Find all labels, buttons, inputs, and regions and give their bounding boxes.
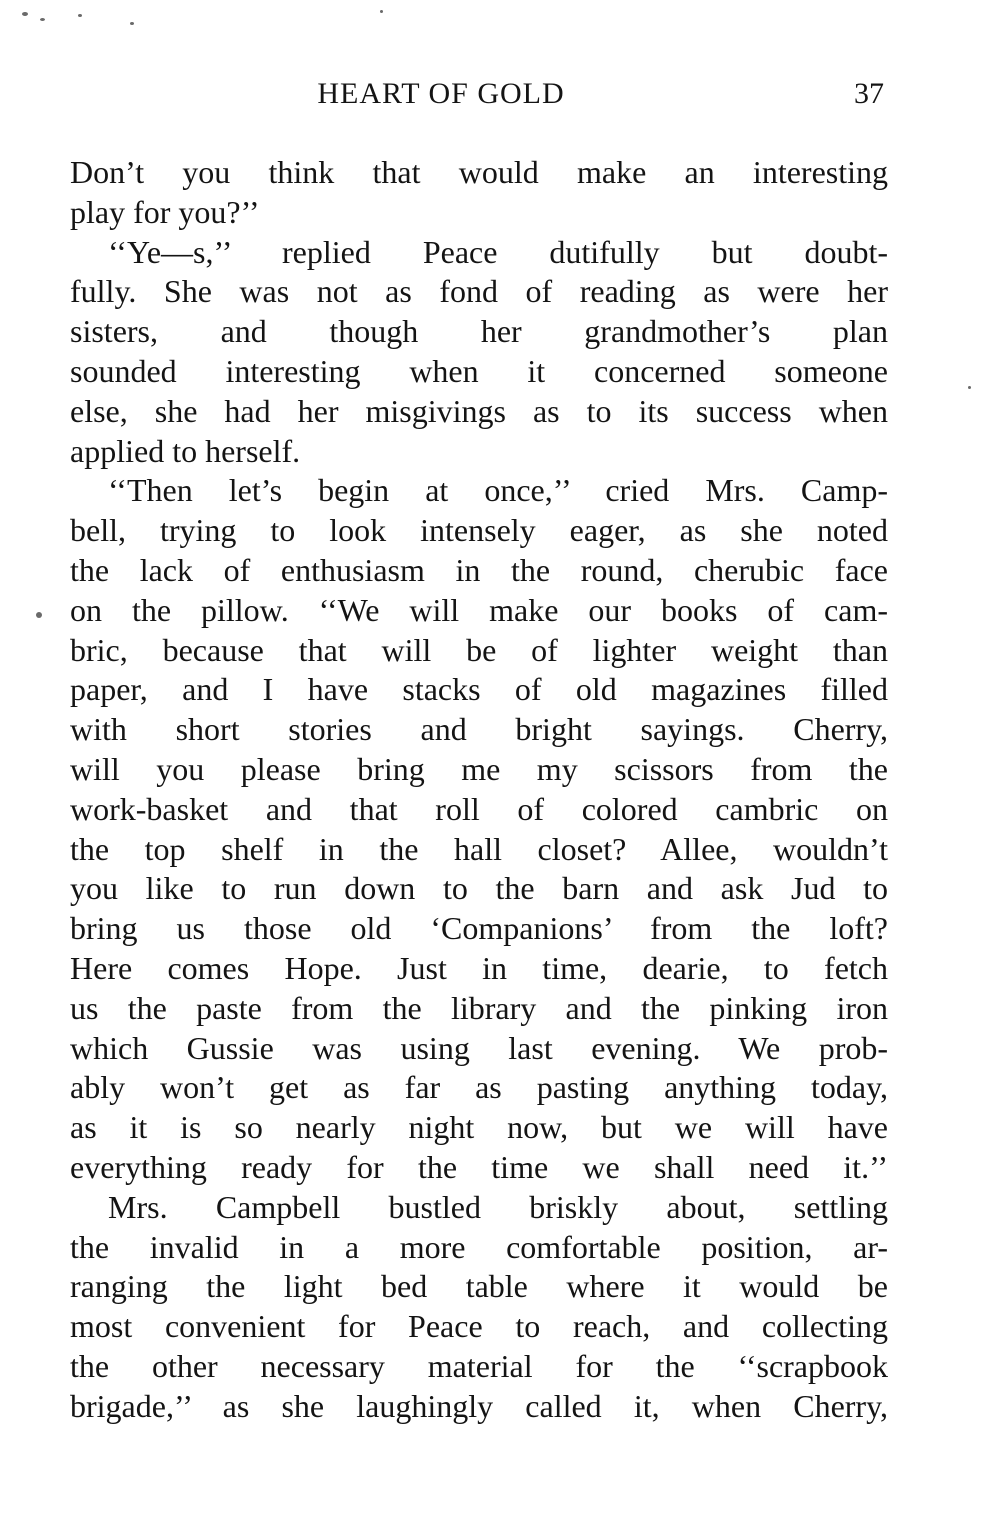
print-speck xyxy=(130,22,134,25)
text-line: the top shelf in the hall closet? Allee, wouldn’t xyxy=(70,830,888,867)
text-line: you like to run down to the barn and ask Jud to xyxy=(70,870,888,907)
print-speck xyxy=(22,12,28,16)
text-line: the invalid in a more comfortable position, ar- xyxy=(70,1228,888,1265)
text-line: ‘‘Ye—s,’’ replied Peace dutifully but doubt- xyxy=(108,233,888,270)
text-line: ‘‘Then let’s begin at once,’’ cried Mrs. Camp- xyxy=(108,472,888,509)
print-speck xyxy=(380,10,383,13)
text-line: will you please bring me my scissors from the xyxy=(70,750,888,787)
text-line: bell, trying to look intensely eager, as she noted xyxy=(70,512,888,549)
text-line: ranging the light bed table where it would be xyxy=(70,1268,888,1305)
running-head xyxy=(70,74,892,114)
text-line: the other necessary material for the ‘‘scrapbook xyxy=(70,1347,888,1384)
print-speck xyxy=(40,18,45,21)
print-speck xyxy=(968,386,971,389)
text-line: Mrs. Campbell bustled briskly about, settling xyxy=(108,1188,888,1225)
print-speck xyxy=(78,14,82,17)
running-title: HEART OF GOLD xyxy=(317,77,565,110)
text-line: with short stories and bright sayings. Cherry, xyxy=(70,711,888,748)
text-line: sisters, and though her grandmother’s plan xyxy=(70,313,888,350)
text-line: Here comes Hope. Just in time, dearie, to fetch xyxy=(70,949,888,986)
text-line: work-basket and that roll of colored cambric on xyxy=(70,790,888,827)
text-line: us the paste from the library and the pinking iron xyxy=(70,989,888,1026)
text-line: bric, because that will be of lighter weight than xyxy=(70,631,888,668)
text-line: ably won’t get as far as pasting anything today, xyxy=(70,1069,888,1106)
text-line: brigade,’’ as she laughingly called it, when Cherry, xyxy=(70,1387,888,1424)
text-line: as it is so nearly night now, but we will have xyxy=(70,1109,888,1146)
text-line: else, she had her misgivings as to its success when xyxy=(70,392,888,429)
text-line: applied to herself. xyxy=(70,432,301,469)
text-line: bring us those old ‘Companions’ from the loft? xyxy=(70,910,888,947)
text-line: fully. She was not as fond of reading as were her xyxy=(70,273,888,310)
text-line: which Gussie was using last evening. We prob- xyxy=(70,1029,888,1066)
text-line: the lack of enthusiasm in the round, cherubic face xyxy=(70,551,888,588)
text-line: Don’t you think that would make an interesting xyxy=(70,154,888,190)
text-line: everything ready for the time we shall need it.’’ xyxy=(70,1148,888,1185)
print-speck xyxy=(36,612,42,618)
body-text xyxy=(70,153,888,1427)
text-line: paper, and I have stacks of old magazines filled xyxy=(70,671,888,708)
text-line: on the pillow. ‘‘We will make our books of cam- xyxy=(70,591,888,628)
text-line: most convenient for Peace to reach, and collecting xyxy=(70,1308,888,1345)
text-line: sounded interesting when it concerned someone xyxy=(70,352,888,389)
page-number: 37 xyxy=(854,77,884,110)
text-line: play for you?’’ xyxy=(70,193,260,230)
